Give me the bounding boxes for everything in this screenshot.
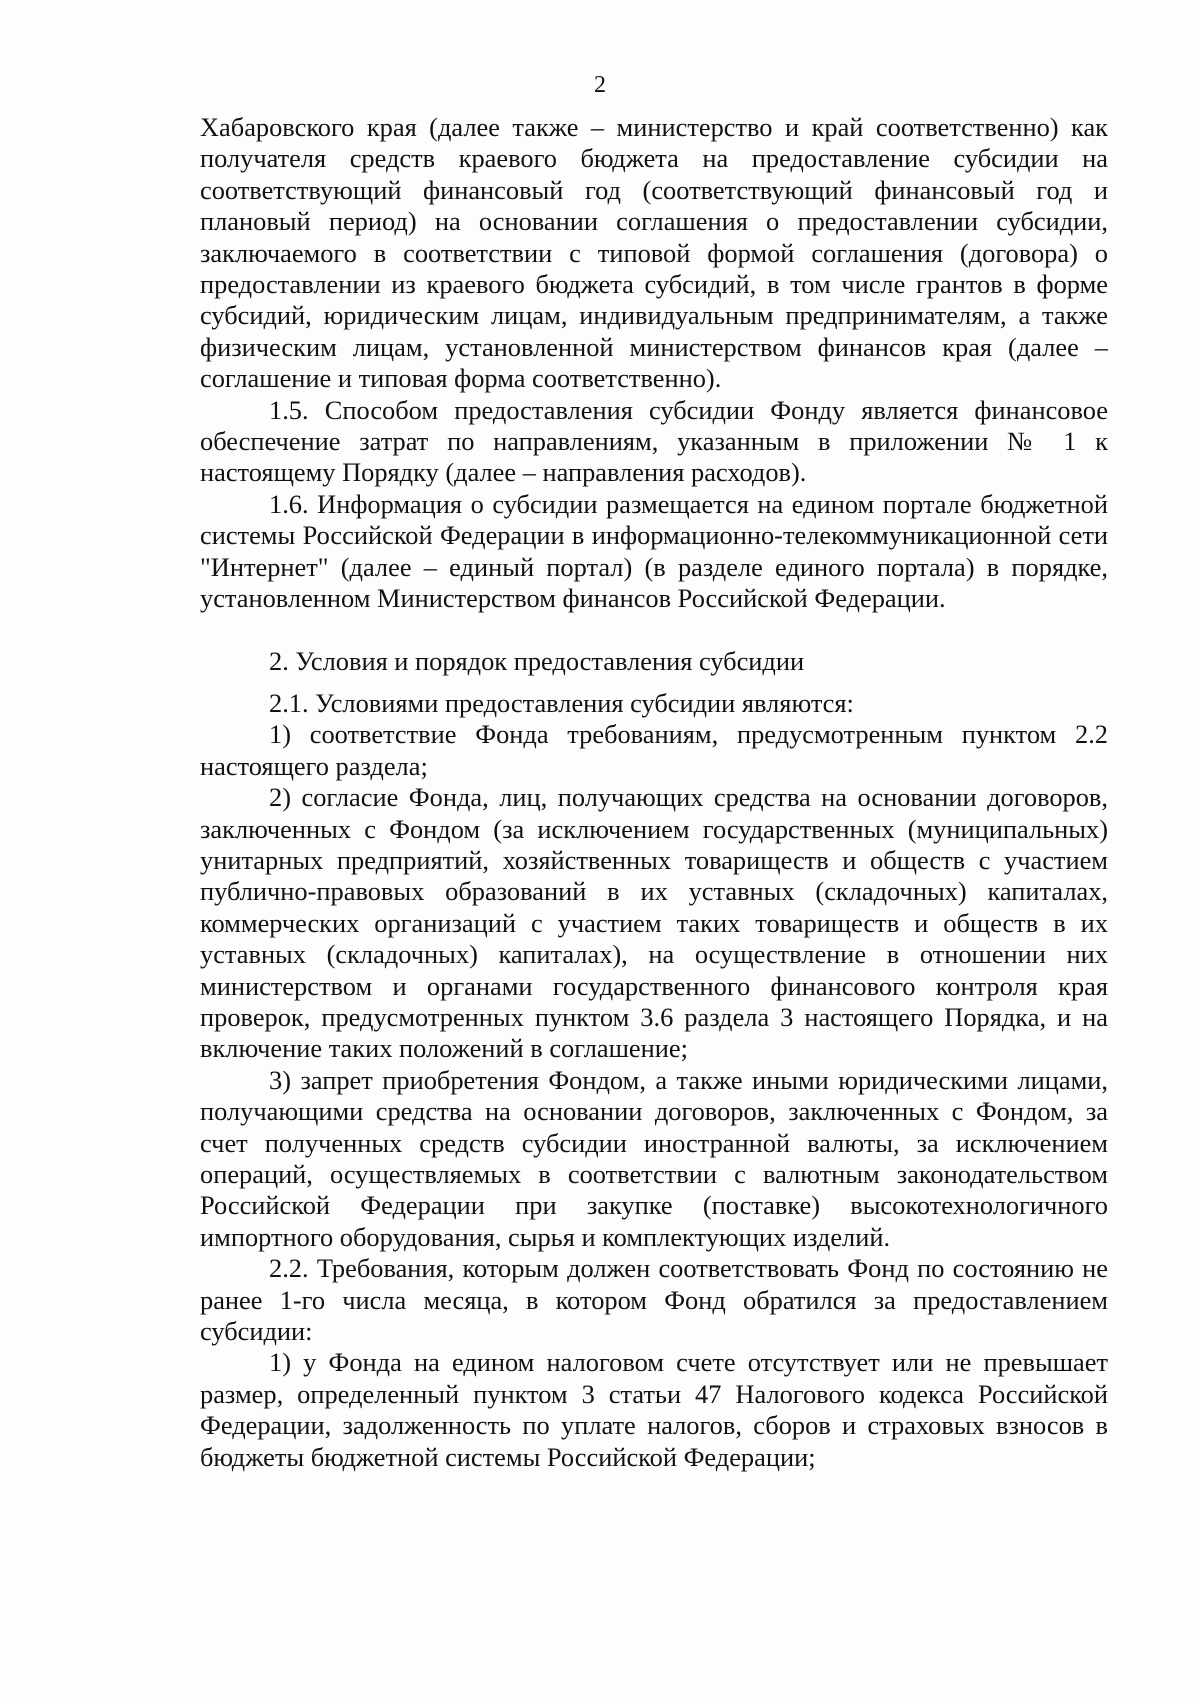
paragraph-2-1: 2.1. Условиями предоставления субсидии являются: <box>269 687 854 718</box>
list-item-2-2-1: 1) у Фонда на едином налоговом счете отсутствует или не превышает размер, определенный пунктом 3 статьи 47 Налогового кодекса Российской Федерации, задолженность по уплате налогов, сборов и страховых взносов в бюджеты бюджетной системы Российской Федерации; <box>200 1347 1108 1472</box>
paragraph-1-5: 1.5. Способом предоставления субсидии Фонду является финансовое обеспечение затрат по направлениям, указанным в приложении № 1 к настоящему Порядку (далее – направления расходов). <box>200 394 1108 488</box>
page-number: 2 <box>594 72 606 98</box>
section-2-heading: 2. Условия и порядок предоставления субсидии <box>269 645 805 676</box>
paragraph-2-2: 2.2. Требования, которым должен соответствовать Фонд по состоянию не ранее 1-го числа месяца, в котором Фонд обратился за предоставлением субсидии: <box>200 1253 1108 1347</box>
list-item-2-1-3: 3) запрет приобретения Фондом, а также иными юридическими лицами, получающими средства на основании договоров, заключенных с Фондом, за счет полученных средств субсидии иностранной валюты, за исключением операций, осуществляемых в соответствии с валютным законодательством Российской Федерации при закупке (поставке) высокотехнологичного импортного оборудования, сырья и комплектующих изделий. <box>200 1064 1108 1252</box>
document-body <box>200 112 1108 1473</box>
list-item-2-1-2: 2) согласие Фонда, лиц, получающих средства на основании договоров, заключенных с Фондом (за исключением государственных (муниципальных) унитарных предприятий, хозяйственных товариществ и обществ с участием публично-правовых образований в их уставных (складочных) капиталах, коммерческих организаций с участием таких товариществ и обществ в их уставных (складочных) капиталах), на осуществление в отношении них министерством и органами государственного финансового контроля края проверок, предусмотренных пунктом 3.6 раздела 3 настоящего Порядка, и на включение таких положений в соглашение; <box>200 782 1108 1064</box>
list-item-2-1-1: 1) соответствие Фонда требованиям, предусмотренным пунктом 2.2 настоящего раздела; <box>200 719 1108 781</box>
paragraph-1-6: 1.6. Информация о субсидии размещается на едином портале бюджетной системы Российской Федерации в информационно-телекоммуникационной сети "Интернет" (далее – единый портал) (в разделе единого портала) в порядке, установленном Министерством финансов Российской Федерации. <box>200 488 1108 614</box>
paragraph-continuation: Хабаровского края (далее также – министерство и край соответственно) как получателя средств краевого бюджета на предоставление субсидии на соответствующий финансовый год (соответствующий финансовый год и плановый период) на основании соглашения о предоставлении субсидии, заключаемого в соответствии с типовой формой соглашения (договора) о предоставлении из краевого бюджета субсидий, в том числе грантов в форме субсидий, юридическим лицам, индивидуальным предпринимателям, а также физическим лицам, установленной министерством финансов края (далее – соглашение и типовая форма соответственно). <box>200 112 1108 394</box>
